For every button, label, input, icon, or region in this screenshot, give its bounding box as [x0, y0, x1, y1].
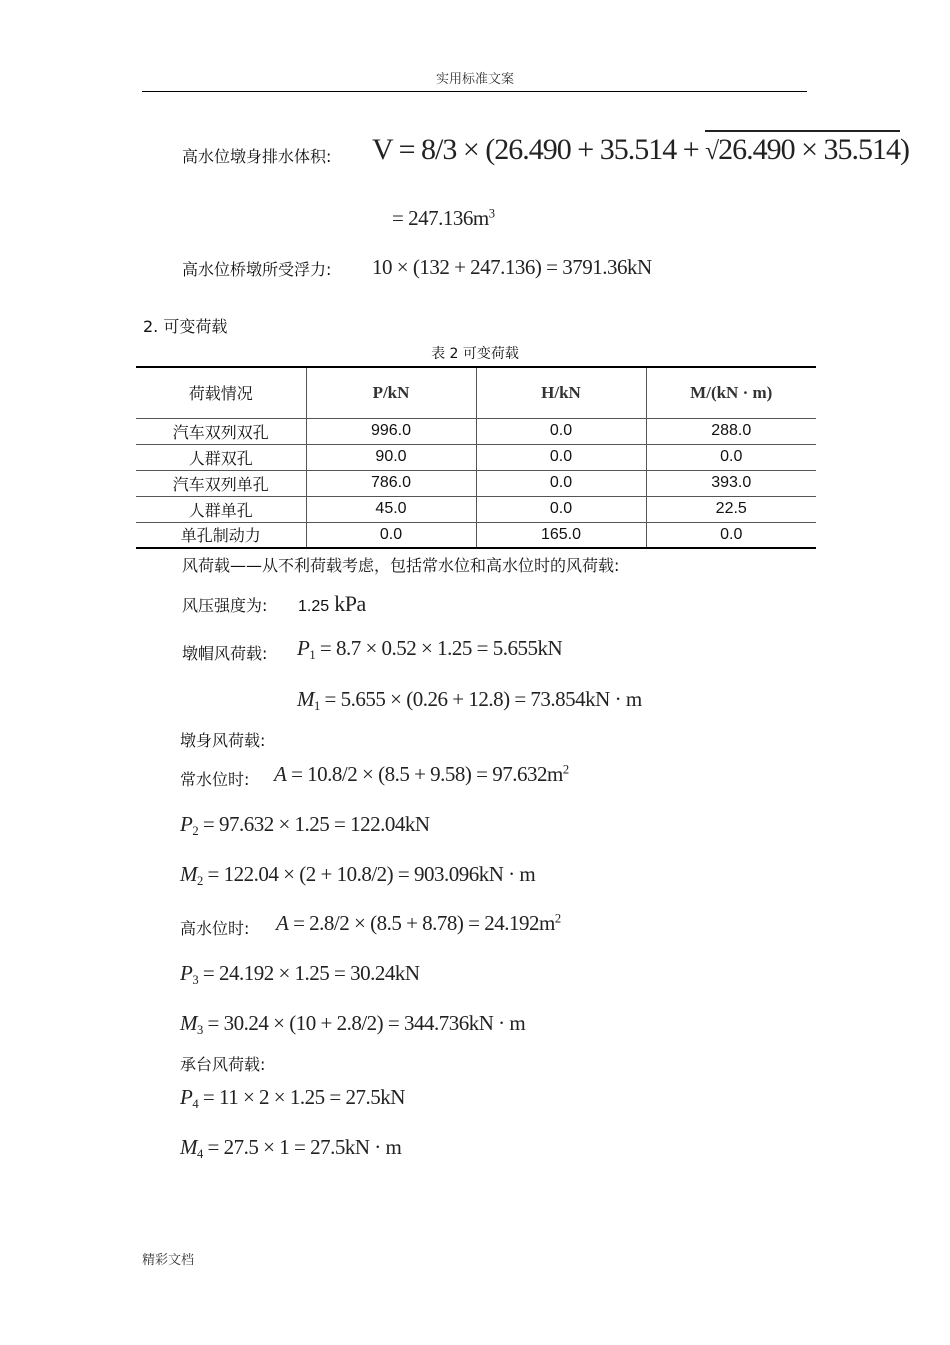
p3-equation: = 24.192 × 1.25 = 30.24kN [198, 961, 420, 985]
m2-equation: = 122.04 × (2 + 10.8/2) = 903.096kN · m [202, 862, 536, 886]
p1-subscript: 1 [309, 647, 316, 662]
m4-formula [180, 1135, 401, 1162]
volume-formula-main: V = 8/3 × (26.490 + 35.514 + [372, 133, 706, 166]
area-normal-formula [274, 762, 569, 787]
m3-equation: = 30.24 × (10 + 2.8/2) = 344.736kN · m [202, 1011, 526, 1035]
buoyancy-formula: 10 × (132 + 247.136) = 3791.36kN [372, 255, 652, 279]
area-high-formula [276, 911, 561, 936]
body-wind-label: 墩身风荷载: [180, 731, 266, 750]
table-cell-p: 45.0 [306, 496, 476, 522]
p2-formula [180, 812, 430, 839]
wind-pressure-unit: kPa [334, 591, 366, 616]
p1-formula [297, 636, 562, 663]
page-footer: 精彩文档 [142, 1253, 195, 1268]
p1-equation: = 8.7 × 0.52 × 1.25 = 5.655kN [315, 636, 563, 660]
p3-symbol: P [180, 961, 193, 985]
table-header-row [136, 367, 816, 418]
table-row [136, 496, 816, 522]
m3-symbol: M [180, 1011, 197, 1035]
column-header-m: M/(kN · m) [646, 367, 816, 418]
table-cell-p: 996.0 [306, 418, 476, 444]
table-row [136, 444, 816, 470]
column-header-load-case: 荷载情况 [136, 367, 306, 418]
p4-formula [180, 1085, 405, 1112]
table-cell-h: 0.0 [476, 444, 646, 470]
volume-formula-close: ) [900, 133, 910, 166]
table-cell-p: 0.0 [306, 522, 476, 548]
area-normal-exponent: 2 [562, 762, 569, 777]
p2-symbol: P [180, 812, 193, 836]
m1-symbol: M [297, 687, 314, 711]
table-cell-m: 22.5 [646, 496, 816, 522]
p2-equation: = 97.632 × 1.25 = 122.04kN [198, 812, 430, 836]
table-cell-m: 288.0 [646, 418, 816, 444]
m1-equation: = 5.655 × (0.26 + 12.8) = 73.854kN · m [319, 687, 642, 711]
m3-formula [180, 1011, 525, 1038]
volume-label: 高水位墩身排水体积: [182, 147, 332, 166]
table-cell-case: 人群双孔 [136, 444, 306, 470]
high-water-label: 高水位时: [180, 919, 250, 938]
wind-pressure-label: 风压强度为: [182, 596, 268, 615]
cap-wind-label: 墩帽风荷载: [182, 644, 268, 663]
table-cell-case: 汽车双列双孔 [136, 418, 306, 444]
p4-symbol: P [180, 1085, 193, 1109]
volume-formula [372, 133, 909, 167]
platform-wind-label: 承台风荷载: [180, 1055, 266, 1074]
m4-symbol: M [180, 1135, 197, 1159]
table-cell-p: 90.0 [306, 444, 476, 470]
table-cell-m: 393.0 [646, 470, 816, 496]
table-cell-p: 786.0 [306, 470, 476, 496]
buoyancy-label: 高水位桥墩所受浮力: [182, 260, 332, 279]
table-row [136, 418, 816, 444]
header-rule [142, 91, 807, 92]
area-normal-equation: = 10.8/2 × (8.5 + 9.58) = 97.632m [286, 762, 563, 786]
area-high-equation: = 2.8/2 × (8.5 + 8.78) = 24.192m [288, 911, 555, 935]
m2-subscript: 2 [197, 873, 203, 888]
volume-result [392, 206, 494, 231]
table-cell-h: 0.0 [476, 470, 646, 496]
m2-formula [180, 862, 535, 889]
m4-subscript: 4 [197, 1146, 203, 1161]
page-header: 实用标准文案 [435, 72, 514, 87]
table-cell-h: 0.0 [476, 496, 646, 522]
m3-subscript: 3 [197, 1022, 203, 1037]
table-cell-m: 0.0 [646, 522, 816, 548]
m1-formula [297, 687, 642, 714]
section-heading: 2. 可变荷载 [143, 317, 228, 336]
m1-subscript: 1 [314, 698, 320, 713]
area-high-symbol: A [276, 911, 289, 935]
m4-equation: = 27.5 × 1 = 27.5kN · m [202, 1135, 402, 1159]
table-cell-m: 0.0 [646, 444, 816, 470]
wind-pressure-value: 1.25 [298, 598, 330, 615]
normal-water-label: 常水位时: [180, 770, 250, 789]
table-cell-h: 165.0 [476, 522, 646, 548]
table-row [136, 522, 816, 548]
table-cell-case: 人群单孔 [136, 496, 306, 522]
p1-symbol: P [297, 636, 310, 660]
p3-subscript: 3 [192, 972, 199, 987]
wind-intro: 风荷载——从不利荷载考虑，包括常水位和高水位时的风荷载: [182, 556, 620, 575]
m2-symbol: M [180, 862, 197, 886]
table-caption: 表 2 可变荷载 [431, 346, 519, 362]
area-normal-symbol: A [274, 762, 287, 786]
volume-result-exponent: 3 [488, 206, 495, 221]
p2-subscript: 2 [192, 823, 199, 838]
volume-result-value: = 247.136m [392, 206, 489, 230]
table-row [136, 470, 816, 496]
variable-load-table [136, 366, 816, 549]
table-cell-case: 单孔制动力 [136, 522, 306, 548]
p4-subscript: 4 [192, 1096, 199, 1111]
area-high-exponent: 2 [554, 911, 561, 926]
column-header-h: H/kN [476, 367, 646, 418]
table-cell-h: 0.0 [476, 418, 646, 444]
volume-formula-root-value: 26.490 × 35.514 [718, 133, 901, 166]
p3-formula [180, 961, 420, 988]
volume-formula-root: √26.490 × 35.514 [705, 130, 900, 166]
table-cell-case: 汽车双列单孔 [136, 470, 306, 496]
column-header-p: P/kN [306, 367, 476, 418]
wind-pressure-value-group [298, 591, 366, 617]
p4-equation: = 11 × 2 × 1.25 = 27.5kN [198, 1085, 405, 1109]
